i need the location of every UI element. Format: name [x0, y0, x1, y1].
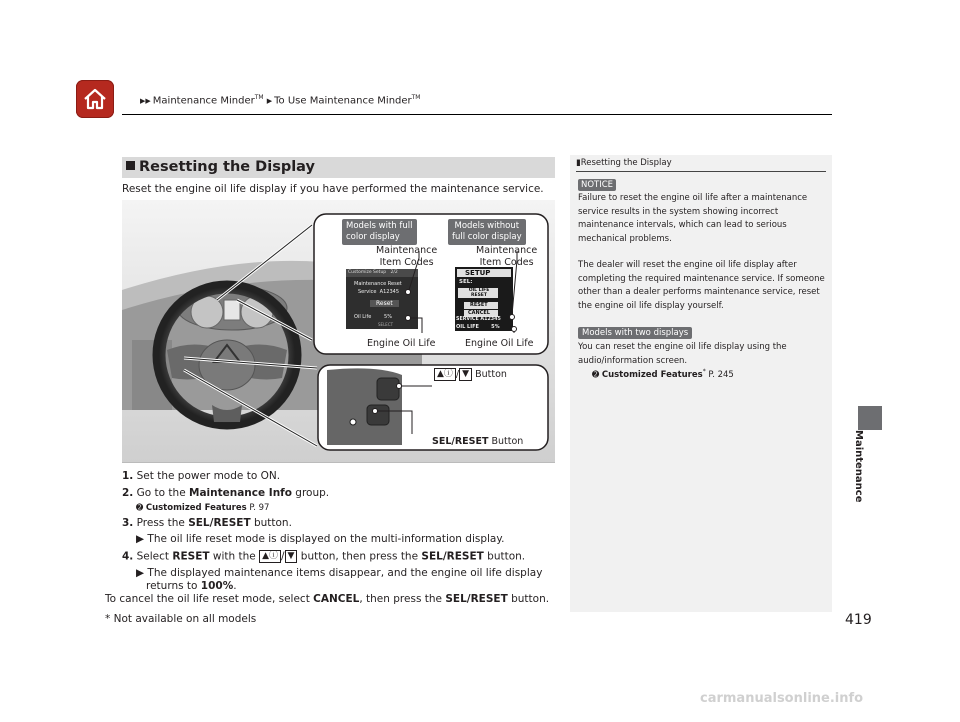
chapter-tab-marker[interactable]: [858, 406, 882, 430]
note-paragraph-3: You can reset the engine oil life display using the audio/information screen.: [578, 342, 787, 366]
label-item-codes-right: Maintenance Item Codes: [476, 245, 538, 268]
screen-mono-oil-life: OIL LIFE 5%: [456, 324, 500, 330]
screen-color-title: Maintenance Reset: [354, 281, 402, 287]
section-title-text: Resetting the Display: [139, 159, 315, 175]
up-info-icon: ▲ⓘ: [434, 368, 456, 381]
header-rule: [122, 114, 832, 115]
square-bullet-icon: [126, 161, 135, 170]
screen-mono-service: SERVICE A12345: [456, 317, 501, 322]
button-label-text: Button: [475, 369, 507, 380]
watermark: carmanualsonline.info: [700, 691, 864, 706]
breadcrumb: [140, 94, 420, 106]
screen-mono-sel: SEL:: [459, 279, 473, 285]
label-sel-reset-button: [432, 436, 523, 447]
reference-arrow-icon: ➋: [592, 369, 600, 380]
down-icon: ▼: [459, 368, 472, 381]
screen-color-service: Service A12345: [358, 289, 399, 295]
screen-color-oil: Oil Life 5%: [354, 314, 392, 320]
result-arrow-icon: ▶: [136, 567, 148, 579]
step-4: 4. Select RESET with the ▲ⓘ / ▼ button, then press the SEL/RESET button.: [122, 550, 526, 563]
page-number: 419: [845, 612, 872, 628]
arrow-icon: ▶: [266, 97, 273, 106]
tm-mark: TM: [254, 94, 264, 101]
step-2-reference[interactable]: ➋ Customized Features P. 97: [136, 503, 270, 513]
note-reference[interactable]: ➋ Customized Features* P. 245: [592, 368, 734, 380]
note-rule: [576, 171, 826, 172]
screen-mono-reset: RESET: [470, 302, 488, 308]
breadcrumb-item[interactable]: Maintenance Minder: [152, 95, 255, 107]
breadcrumb-item[interactable]: To Use Maintenance Minder: [274, 95, 412, 107]
note-paragraph-1: Failure to reset the engine oil life after a maintenance service results in the system showing incorrect maintenance intervals, which can lead to serious mechanical problems.: [578, 193, 808, 244]
cancel-instruction: To cancel the oil life reset mode, select CANCEL, then press the SEL/RESET button.: [105, 593, 550, 605]
step-4-result-cont: returns to 100%.: [146, 580, 237, 592]
step-1: 1. Set the power mode to ON.: [122, 470, 281, 482]
steering-wheel-figure: [122, 200, 555, 463]
reference-arrow-icon: ➋: [136, 503, 144, 513]
down-icon: ▼: [285, 550, 298, 563]
selreset-bold: SEL/RESET: [432, 436, 489, 447]
up-info-icon: ▲ⓘ: [259, 550, 281, 563]
section-title: [126, 157, 315, 178]
screen-color-reset: Reset: [370, 300, 399, 307]
home-icon: [82, 86, 108, 112]
step-3-result: ▶ The oil life reset mode is displayed on the multi-information display.: [136, 533, 505, 545]
result-arrow-icon: ▶: [136, 533, 148, 545]
intro-text: Reset the engine oil life display if you have performed the maintenance service.: [122, 183, 544, 195]
step-3: 3. Press the SEL/RESET button.: [122, 517, 292, 529]
tag-two-displays: Models with two displays: [578, 327, 692, 339]
label-item-codes-left: Maintenance Item Codes: [376, 245, 438, 268]
notice-badge: NOTICE: [578, 179, 616, 191]
note-heading: ▮Resetting the Display: [576, 158, 672, 168]
step-2: 2. Go to the Maintenance Info group.: [122, 487, 330, 499]
tag-no-color-models: Models without full color display: [448, 219, 526, 245]
tm-mark: TM: [411, 94, 421, 101]
note-icon: ▮: [576, 158, 581, 168]
note-paragraph-2: The dealer will reset the engine oil life display after completing the required maintenance service. If someone other than a dealer performs maintenance service, reset the engine oil life display yourself.: [578, 260, 825, 311]
label-oil-life-right: Engine Oil Life: [465, 338, 534, 349]
selreset-rest: Button: [488, 436, 524, 447]
step-4-result: ▶ The displayed maintenance items disappear, and the engine oil life display: [136, 567, 543, 579]
tag-full-color-models: Models with full color display: [342, 219, 417, 245]
footnote: * Not available on all models: [105, 613, 257, 625]
screen-color-select: SELECT: [378, 322, 394, 327]
screen-mono-oil-reset: OIL LIFE RESET: [468, 288, 490, 298]
label-up-down-button: ▲ⓘ / ▼ Button: [434, 368, 507, 381]
home-button[interactable]: [76, 80, 114, 118]
label-oil-life-left: Engine Oil Life: [367, 338, 436, 349]
screen-mono-cancel: CANCEL: [468, 310, 490, 316]
chapter-tab-label: Maintenance: [853, 430, 864, 503]
screen-mono-setup: SETUP: [465, 269, 491, 277]
arrow-icon: ▶▶: [140, 97, 151, 106]
screen-color-header: Customize Setup 2/2: [348, 270, 398, 275]
